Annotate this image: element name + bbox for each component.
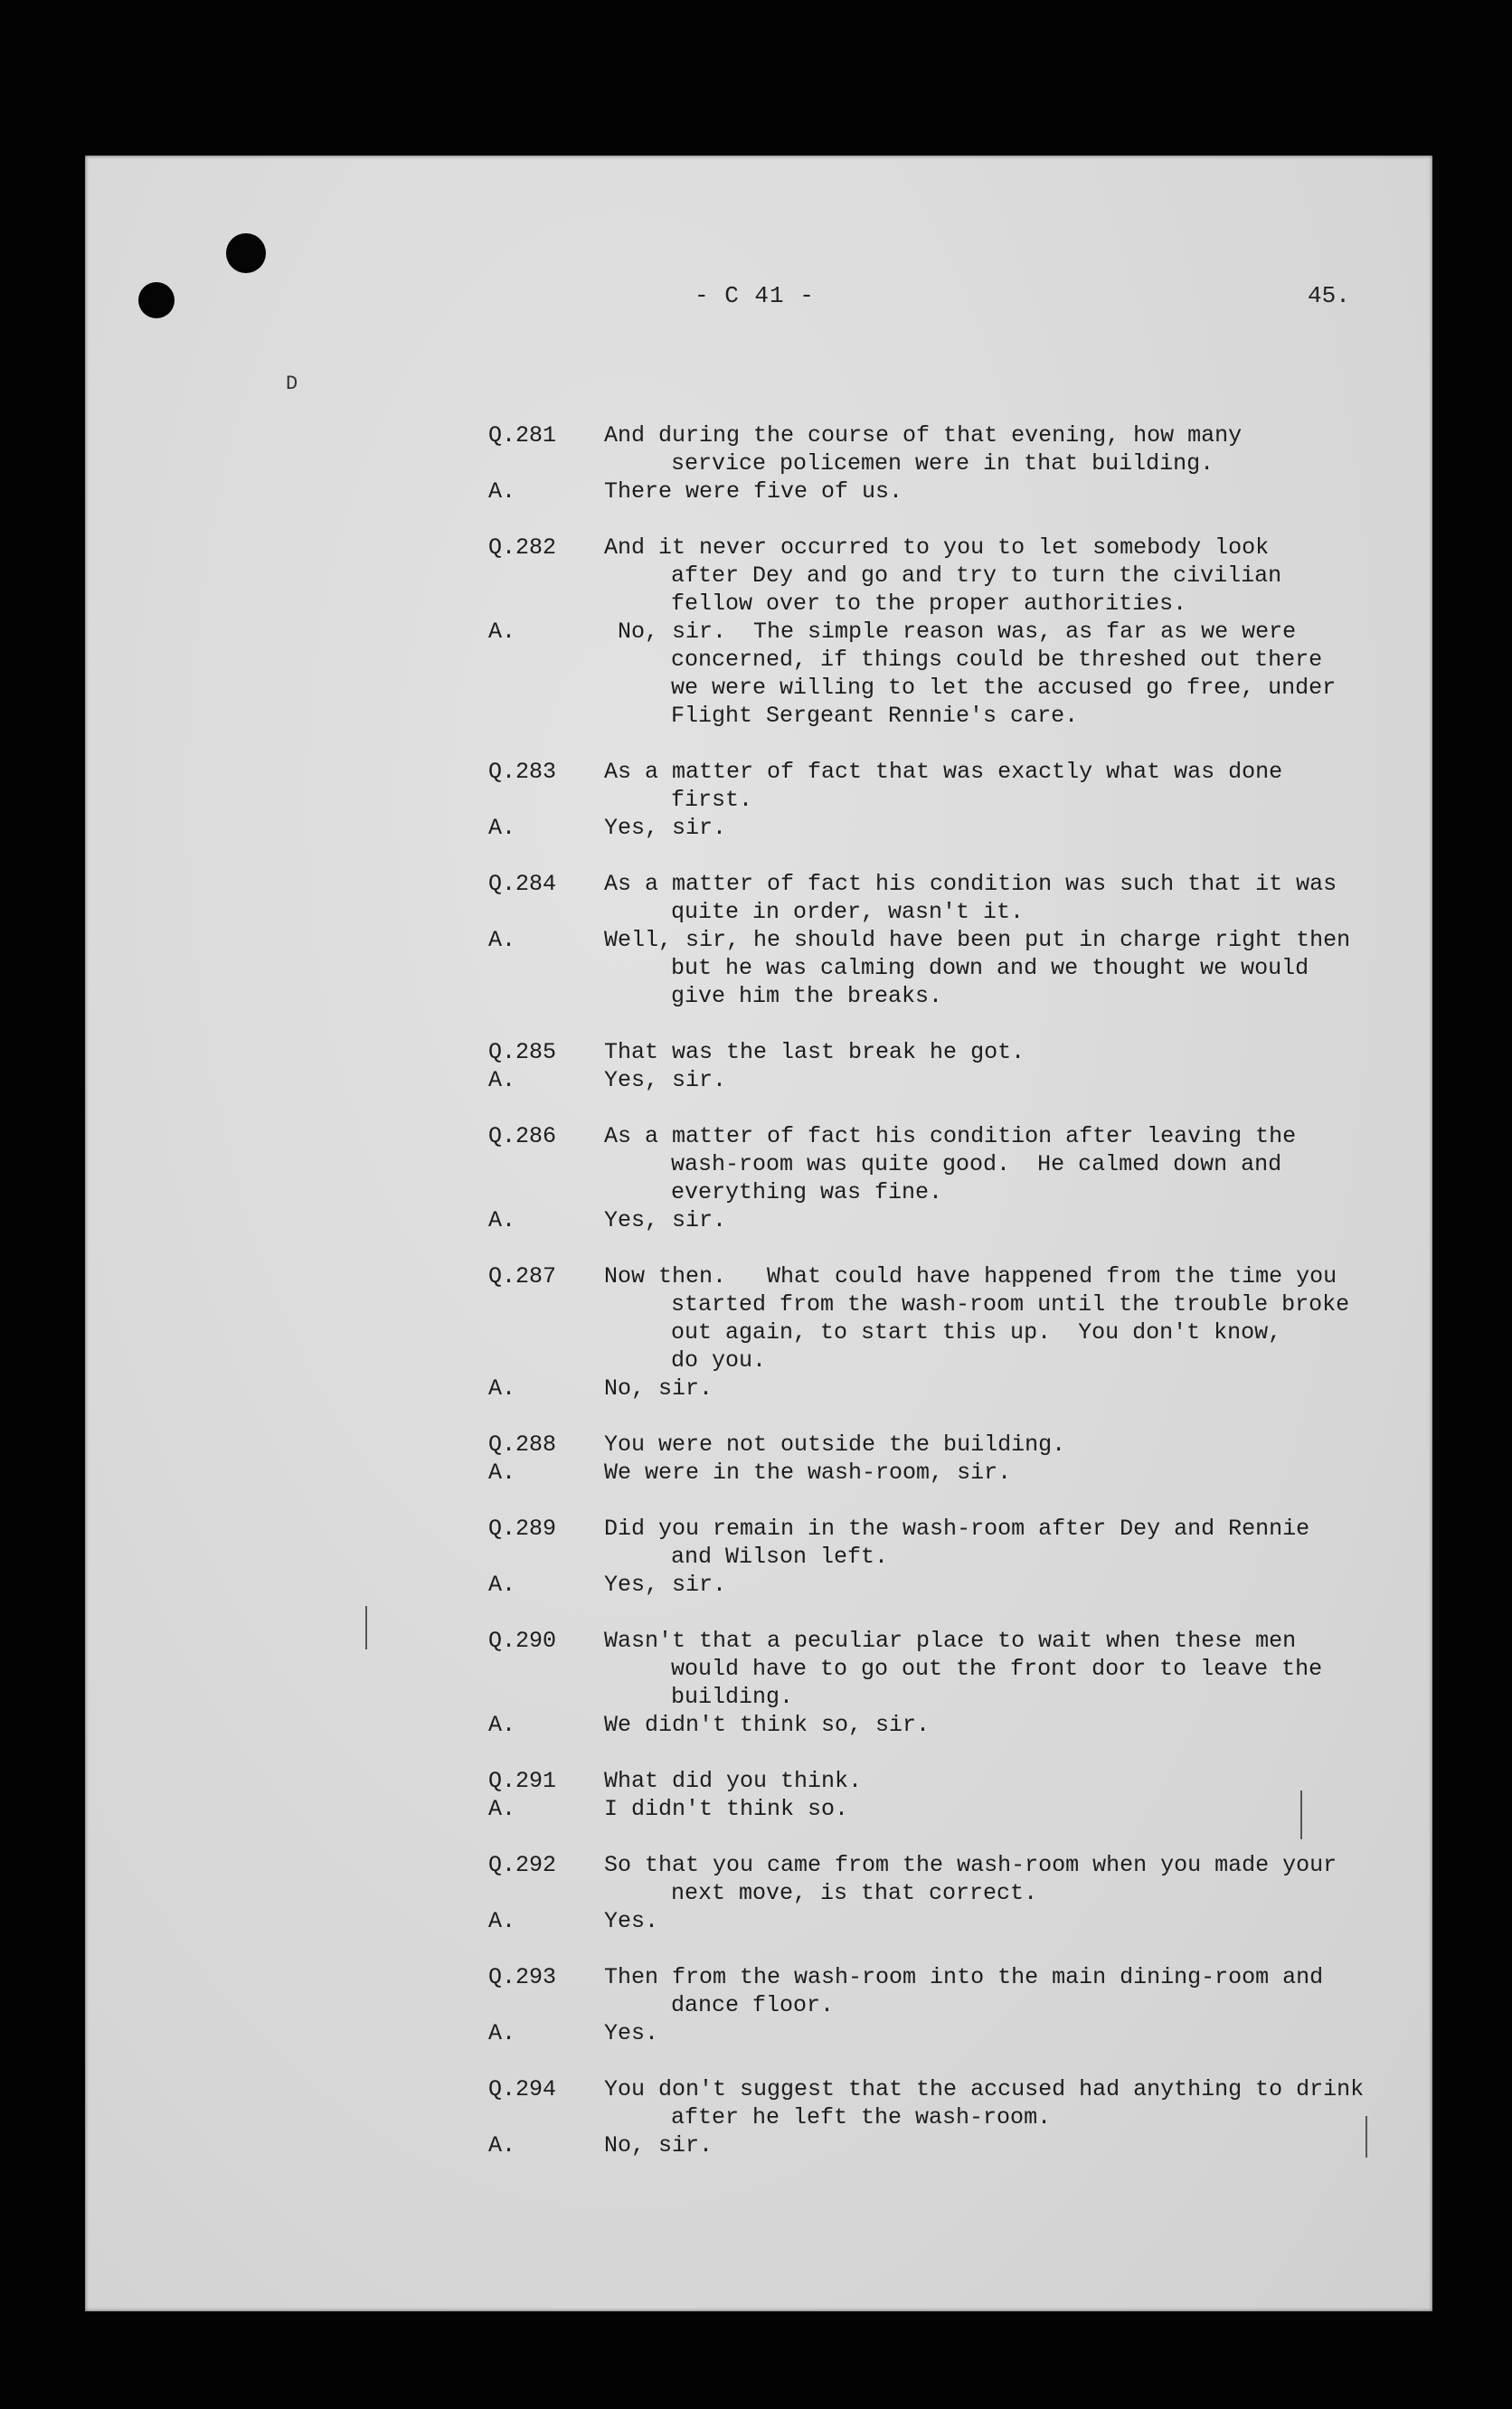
question-text bbox=[604, 534, 1411, 618]
entry-spacer bbox=[488, 1403, 1411, 1431]
transcript-line: service policemen were in that building. bbox=[671, 450, 1214, 477]
answer-text bbox=[604, 1795, 1411, 1823]
question-entry bbox=[488, 870, 1411, 926]
question-number: Q.283 bbox=[488, 759, 557, 785]
answer-label: A. bbox=[488, 927, 516, 953]
question-text bbox=[604, 1515, 1411, 1571]
transcript-line: No, sir. bbox=[604, 2132, 713, 2159]
answer-label: A. bbox=[488, 815, 516, 841]
answer-text bbox=[604, 1907, 1411, 1935]
transcript-line: As a matter of fact his condition after leaving the bbox=[604, 1123, 1297, 1149]
question-entry bbox=[488, 1515, 1411, 1571]
transcript-line: Flight Sergeant Rennie's care. bbox=[671, 703, 1079, 729]
answer-text bbox=[604, 926, 1411, 1010]
transcript-line: You don't suggest that the accused had anything to drink bbox=[604, 2076, 1365, 2102]
transcript-line: Now then. What could have happened from the time you bbox=[604, 1263, 1337, 1290]
answer-entry bbox=[488, 1907, 1411, 1935]
answer-label: A. bbox=[488, 1067, 516, 1093]
question-entry bbox=[488, 534, 1411, 618]
transcript-line: we were willing to let the accused go free, under bbox=[671, 675, 1337, 701]
question-text bbox=[604, 421, 1411, 477]
question-number: Q.292 bbox=[488, 1852, 557, 1878]
answer-entry bbox=[488, 814, 1411, 842]
transcript-line: No, sir. The simple reason was, as far as we were bbox=[604, 619, 1297, 645]
transcript-line: Well, sir, he should have been put in charge right then bbox=[604, 927, 1351, 953]
answer-label: A. bbox=[488, 2020, 516, 2046]
transcript-line: quite in order, wasn't it. bbox=[671, 899, 1025, 925]
question-entry bbox=[488, 2075, 1411, 2131]
transcript-line: first. bbox=[671, 787, 753, 813]
transcript-line: after he left the wash-room. bbox=[671, 2104, 1052, 2130]
question-entry bbox=[488, 758, 1411, 814]
question-number: Q.294 bbox=[488, 2076, 557, 2102]
transcript-body bbox=[488, 421, 1411, 2159]
answer-entry bbox=[488, 618, 1411, 730]
question-number: Q.293 bbox=[488, 1964, 557, 1990]
transcript-line: Then from the wash-room into the main dining-room and bbox=[604, 1964, 1324, 1990]
question-text bbox=[604, 1262, 1411, 1375]
question-entry bbox=[488, 1767, 1411, 1795]
transcript-line: Yes, sir. bbox=[604, 1572, 727, 1598]
question-number: Q.284 bbox=[488, 871, 557, 897]
entry-spacer bbox=[488, 505, 1411, 534]
answer-label: A. bbox=[488, 478, 516, 505]
transcript-line: dance floor. bbox=[671, 1992, 835, 2018]
answer-entry bbox=[488, 2019, 1411, 2047]
transcript-line: fellow over to the proper authorities. bbox=[671, 590, 1187, 617]
entry-spacer bbox=[488, 1094, 1411, 1122]
transcript-line: Wasn't that a peculiar place to wait when these men bbox=[604, 1628, 1297, 1654]
question-number: Q.281 bbox=[488, 422, 557, 449]
transcript-line: do you. bbox=[671, 1347, 767, 1374]
transcript-line: building. bbox=[671, 1684, 794, 1710]
transcript-line: Yes. bbox=[604, 1908, 659, 1934]
answer-label: A. bbox=[488, 1712, 516, 1738]
entry-spacer bbox=[488, 842, 1411, 870]
transcript-line: We were in the wash-room, sir. bbox=[604, 1460, 1012, 1486]
answer-label: A. bbox=[488, 1207, 516, 1233]
answer-entry bbox=[488, 2131, 1411, 2159]
transcript-line: What did you think. bbox=[604, 1768, 863, 1794]
entry-spacer bbox=[488, 1487, 1411, 1515]
transcript-line: So that you came from the wash-room when you made your bbox=[604, 1852, 1337, 1878]
corner-mark: D bbox=[286, 373, 298, 395]
question-text bbox=[604, 2075, 1411, 2131]
transcript-line: Yes. bbox=[604, 2020, 659, 2046]
transcript-line: Yes, sir. bbox=[604, 815, 727, 841]
question-text bbox=[604, 870, 1411, 926]
answer-label: A. bbox=[488, 1908, 516, 1934]
answer-text bbox=[604, 1571, 1411, 1599]
answer-entry bbox=[488, 926, 1411, 1010]
question-entry bbox=[488, 1851, 1411, 1907]
question-entry bbox=[488, 1963, 1411, 2019]
question-number: Q.282 bbox=[488, 534, 557, 561]
question-number: Q.285 bbox=[488, 1039, 557, 1065]
question-number: Q.286 bbox=[488, 1123, 557, 1149]
entry-spacer bbox=[488, 1234, 1411, 1262]
question-number: Q.291 bbox=[488, 1768, 557, 1794]
transcript-line: And during the course of that evening, how many bbox=[604, 422, 1243, 449]
question-entry bbox=[488, 1262, 1411, 1375]
answer-entry bbox=[488, 1459, 1411, 1487]
answer-label: A. bbox=[488, 2132, 516, 2159]
answer-entry bbox=[488, 1795, 1411, 1823]
answer-entry bbox=[488, 1206, 1411, 1234]
transcript-line: As a matter of fact that was exactly what was done bbox=[604, 759, 1283, 785]
answer-label: A. bbox=[488, 1572, 516, 1598]
entry-spacer bbox=[488, 1010, 1411, 1038]
question-text bbox=[604, 758, 1411, 814]
answer-label: A. bbox=[488, 1460, 516, 1486]
answer-text bbox=[604, 1066, 1411, 1094]
answer-text bbox=[604, 814, 1411, 842]
answer-text bbox=[604, 1206, 1411, 1234]
question-text bbox=[604, 1963, 1411, 2019]
transcript-line: Yes, sir. bbox=[604, 1207, 727, 1233]
answer-text bbox=[604, 2019, 1411, 2047]
question-number: Q.287 bbox=[488, 1263, 557, 1290]
punch-hole-bottom bbox=[138, 282, 175, 318]
transcript-line: As a matter of fact his condition was such that it was bbox=[604, 871, 1337, 897]
transcript-line: concerned, if things could be threshed out there bbox=[671, 647, 1323, 673]
transcript-line: There were five of us. bbox=[604, 478, 903, 505]
question-text bbox=[604, 1038, 1411, 1066]
question-number: Q.289 bbox=[488, 1516, 557, 1542]
answer-entry bbox=[488, 1711, 1411, 1739]
question-text bbox=[604, 1122, 1411, 1206]
answer-label: A. bbox=[488, 1796, 516, 1822]
answer-label: A. bbox=[488, 1375, 516, 1402]
entry-spacer bbox=[488, 1935, 1411, 1963]
answer-label: A. bbox=[488, 619, 516, 645]
answer-entry bbox=[488, 1375, 1411, 1403]
question-number: Q.290 bbox=[488, 1628, 557, 1654]
transcript-line: You were not outside the building. bbox=[604, 1431, 1066, 1458]
answer-text bbox=[604, 618, 1411, 730]
entry-spacer bbox=[488, 2047, 1411, 2075]
question-number: Q.288 bbox=[488, 1431, 557, 1458]
transcript-line: would have to go out the front door to leave the bbox=[671, 1656, 1323, 1682]
scratch-mark bbox=[365, 1606, 367, 1649]
answer-entry bbox=[488, 1066, 1411, 1094]
transcript-line: And it never occurred to you to let somebody look bbox=[604, 534, 1270, 561]
question-entry bbox=[488, 1038, 1411, 1066]
transcript-line: Did you remain in the wash-room after Dey and Rennie bbox=[604, 1516, 1310, 1542]
punch-hole-top bbox=[226, 233, 266, 273]
transcript-line: but he was calming down and we thought we would bbox=[671, 955, 1309, 981]
transcript-line: after Dey and go and try to turn the civilian bbox=[671, 562, 1282, 589]
question-entry bbox=[488, 421, 1411, 477]
page-header-code: - C 41 - bbox=[695, 282, 815, 309]
entry-spacer bbox=[488, 1823, 1411, 1851]
transcript-line: That was the last break he got. bbox=[604, 1039, 1025, 1065]
entry-spacer bbox=[488, 1599, 1411, 1627]
answer-text bbox=[604, 1711, 1411, 1739]
transcript-line: No, sir. bbox=[604, 1375, 713, 1402]
question-entry bbox=[488, 1122, 1411, 1206]
question-text bbox=[604, 1627, 1411, 1711]
transcript-line: wash-room was quite good. He calmed down and bbox=[671, 1151, 1282, 1177]
entry-spacer bbox=[488, 730, 1411, 758]
question-text bbox=[604, 1851, 1411, 1907]
transcript-line: out again, to start this up. You don't know, bbox=[671, 1319, 1282, 1346]
question-entry bbox=[488, 1627, 1411, 1711]
answer-text bbox=[604, 1375, 1411, 1403]
entry-spacer bbox=[488, 1739, 1411, 1767]
transcript-line: started from the wash-room until the trouble broke bbox=[671, 1291, 1350, 1318]
transcript-line: give him the breaks. bbox=[671, 983, 943, 1009]
answer-entry bbox=[488, 1571, 1411, 1599]
transcript-line: Yes, sir. bbox=[604, 1067, 727, 1093]
question-text bbox=[604, 1767, 1411, 1795]
answer-text bbox=[604, 1459, 1411, 1487]
answer-text bbox=[604, 477, 1411, 505]
question-text bbox=[604, 1431, 1411, 1459]
transcript-line: and Wilson left. bbox=[671, 1544, 889, 1570]
answer-entry bbox=[488, 477, 1411, 505]
transcript-line: We didn't think so, sir. bbox=[604, 1712, 931, 1738]
question-entry bbox=[488, 1431, 1411, 1459]
page-number: 45. bbox=[1308, 282, 1350, 309]
transcript-line: I didn't think so. bbox=[604, 1796, 849, 1822]
answer-text bbox=[604, 2131, 1411, 2159]
transcript-line: everything was fine. bbox=[671, 1179, 943, 1205]
transcript-line: next move, is that correct. bbox=[671, 1880, 1038, 1906]
